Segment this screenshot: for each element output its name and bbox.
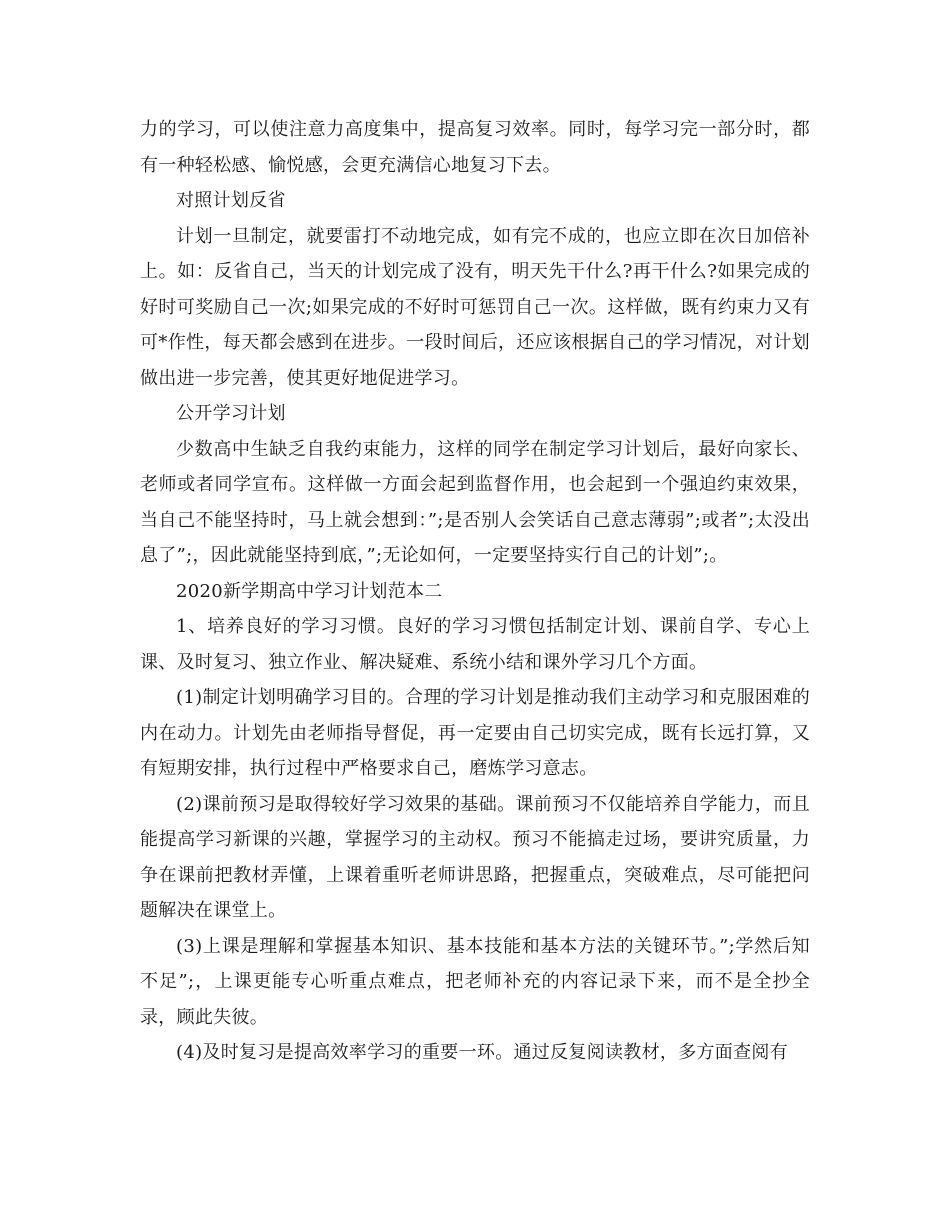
section-heading-reflect: 对照计划反省	[176, 190, 286, 211]
paragraph-item-2: (2)课前预习是取得较好学习效果的基础。课前预习不仅能培养自学能力，而且能提高学习新课的兴趣，掌握学习的主动权。预习不能搞走过场，要讲究质量，力争在课前把教材弄懂，上课着重听老师讲思路，把握重点，突破难点，尽可能把问题解决在课堂上。	[140, 793, 810, 921]
paragraph-public-plan: 少数高中生缺乏自我约束能力，这样的同学在制定学习计划后，最好向家长、老师或者同学宣布。这样做一方面会起到监督作用，也会起到一个强迫约束效果，当自己不能坚持时，马上就会想到：”;是否别人会笑话自己意志薄弱”;或者”;太没出息了”;，因此就能坚持到底，”;无论如何，一定要坚持实行自己的计划”;。	[140, 438, 810, 566]
paragraph-habits: 1、培养良好的学习习惯。良好的学习习惯包括制定计划、课前自学、专心上课、及时复习、独立作业、解决疑难、系统小结和课外学习几个方面。	[140, 616, 810, 673]
document-body	[140, 112, 810, 1071]
section-heading-plan-two: 2020新学期高中学习计划范本二	[176, 580, 443, 602]
paragraph-item-4: (4)及时复习是提高效率学习的重要一环。通过反复阅读教材，多方面查阅有	[176, 1042, 788, 1063]
paragraph-item-1: (1)制定计划明确学习目的。合理的学习计划是推动我们主动学习和克服困难的内在动力。计划先由老师指导督促，再一定要由自己切实完成，既有长远打算，又有短期安排，执行过程中严格要求自己，磨炼学习意志。	[140, 687, 810, 779]
paragraph-continuation: 力的学习，可以使注意力高度集中，提高复习效率。同时，每学习完一部分时，都有一种轻松感、愉悦感，会更充满信心地复习下去。	[140, 119, 810, 176]
section-heading-public-plan: 公开学习计划	[176, 403, 286, 424]
paragraph-item-3: (3)上课是理解和掌握基本知识、基本技能和基本方法的关键环节。”;学然后知不足”;，上课更能专心听重点难点，把老师补充的内容记录下来，而不是全抄全录，顾此失彼。	[140, 935, 810, 1028]
paragraph-reflect: 计划一旦制定，就要雷打不动地完成，如有完不成的，也应立即在次日加倍补上。如：反省自己，当天的计划完成了没有，明天先干什么?再干什么?如果完成的好时可奖励自己一次;如果完成的不好时可惩罚自己一次。这样做，既有约束力又有可*作性，每天都会感到在进步。一段时间后，还应该根据自己的学习情况，对计划做出进一步完善，使其更好地促进学习。	[140, 225, 810, 389]
